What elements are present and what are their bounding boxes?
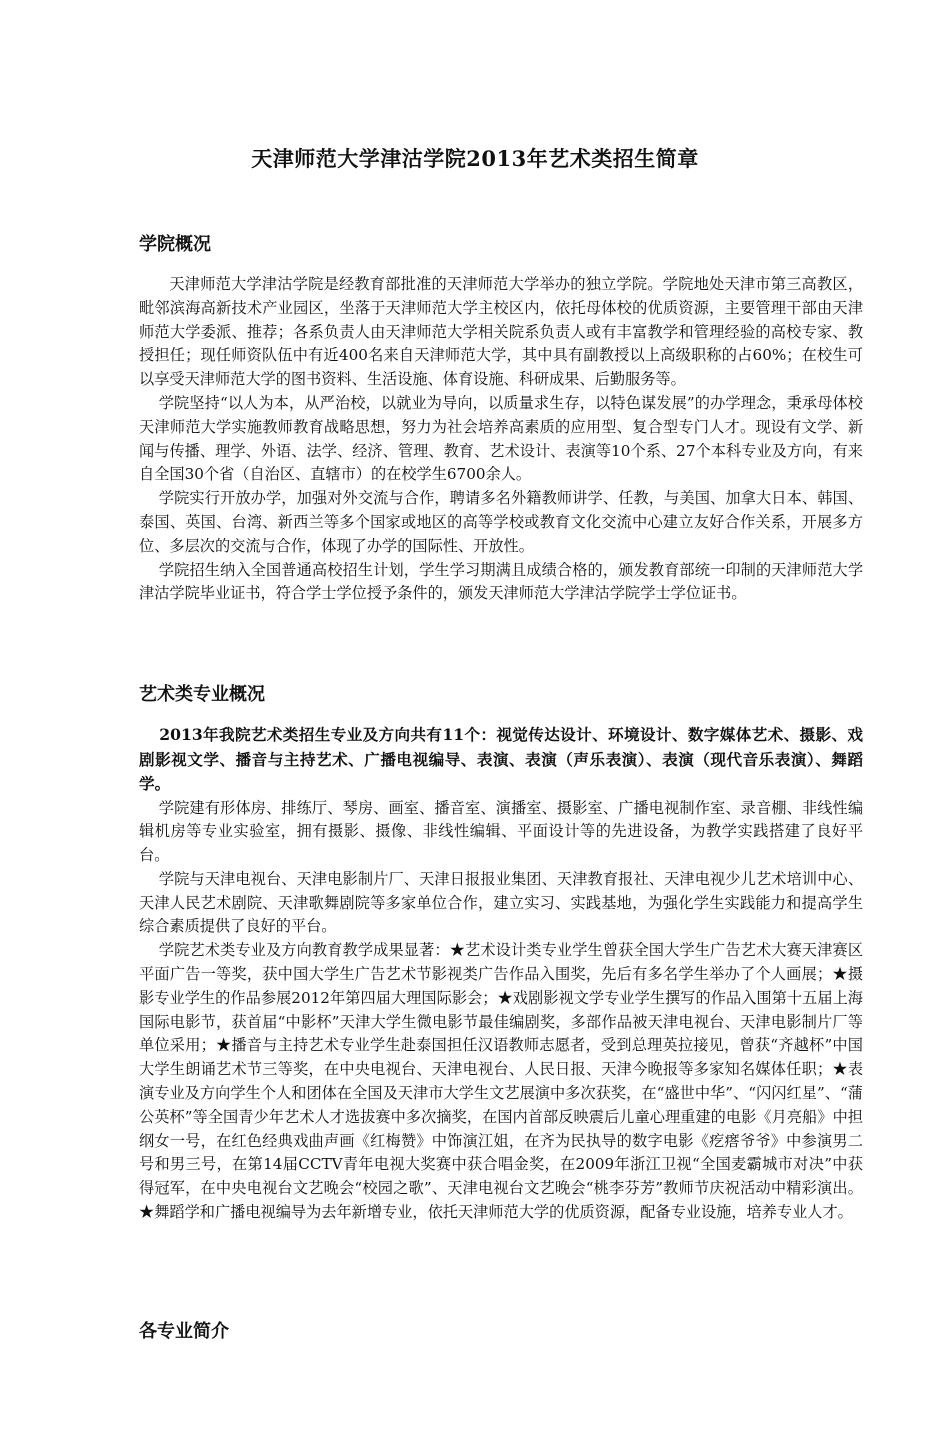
paragraph: 学院实行开放办学，加强对外交流与合作，聘请多名外籍教师讲学、任教，与美国、加拿大日本、韩国、泰国、英国、台湾、新西兰等多个国家或地区的高等学校或教育文化交流中心建立友好合作关系，开展多方位、多层次的交流与合作，体现了办学的国际性、开放性。: [139, 489, 863, 555]
paragraph: 学院建有形体房、排练厅、琴房、画室、播音室、演播室、摄影室、广播电视制作室、录音棚、非线性编辑机房等专业实验室，拥有摄影、摄像、非线性编辑、平面设计等的先进设备，为教学实践搭建了良好平台。: [139, 798, 863, 865]
section-heading-art-majors: 艺术类专业概况: [139, 684, 265, 705]
paragraph: 学院招生纳入全国普通高校招生计划，学生学习期满且成绩合格的，颁发教育部统一印制的天津师范大学津沽学院毕业证书，符合学士学位授予条件的，颁发天津师范大学津沽学院学士学位证书。: [139, 560, 863, 603]
art-majors-body: [139, 723, 863, 1225]
section-heading-college-overview: 学院概况: [139, 234, 211, 255]
paragraph: 学院与天津电视台、天津电影制片厂、天津日报报业集团、天津教育报社、天津电视少儿艺术培训中心、天津人民艺术剧院、天津歌舞剧院等多家单位合作，建立实习、实践基地，为强化学生实践能力和提高学生综合素质提供了良好的平台。: [139, 869, 863, 936]
section-heading-major-introductions: 各专业简介: [139, 1321, 229, 1342]
paragraph: 学院坚持“以人为本，从严治校，以就业为导向，以质量求生存，以特色谋发展”的办学理念，秉承母体校天津师范大学实施教师教育战略思想，努力为社会培养高素质的应用型、复合型专门人才。现设有文学、新闻与传播、理学、外语、法学、经济、管理、教育、艺术设计、表演等10个系、27个本科专业及方向，有来自全国30个省（自治区、直辖市）的在校学生6700余人。: [139, 393, 863, 484]
document-title: 天津师范大学津沽学院2013年艺术类招生简章: [251, 146, 699, 171]
paragraph: 学院艺术类专业及方向教育教学成果显著：★艺术设计类专业学生曾获全国大学生广告艺术大赛天津赛区平面广告一等奖，获中国大学生广告艺术节影视类广告作品入围奖，先后有多名学生举办了个人画展；★摄影专业学生的作品参展2012年第四届大理国际影会；★戏剧影视文学专业学生撰写的作品入围第十五届上海国际电影节，获首届“中影杯”天津大学生微电影节最佳编剧奖，多部作品被天津电视台、天津电影制片厂等单位采用；★播音与主持艺术专业学生赴泰国担任汉语教师志愿者，受到总理英拉接见，曾获“齐越杯”中国大学生朗诵艺术节三等奖，在中央电视台、天津电视台、人民日报、天津今晚报等多家知名媒体任职；★表演专业及方向学生个人和团体在全国及天津市大学生文艺展演中多次获奖，在“盛世中华”、“闪闪红星”、“蒲公英杯”等全国青少年艺术人才选拔赛中多次摘奖，在国内首部反映震后儿童心理重建的电影《月亮船》中担纲女一号，在红色经典戏曲声画《红梅赞》中饰演江姐，在齐为民执导的数字电影《疙瘩爷爷》中参演男二号和男三号，在第14届CCTV青年电视大奖赛中获合唱金奖，在2009年浙江卫视“全国麦霸城市对决”中获得冠军，在中央电视台文艺晚会“校园之歌”、天津电视台文艺晚会“桃李芬芳”教师节庆祝活动中精彩演出。★舞蹈学和广播电视编导为去年新增专业，依托天津师范大学的优质资源，配备专业设施，培养专业人才。: [139, 941, 863, 1222]
college-overview-body: [139, 273, 863, 606]
paragraph: 天津师范大学津沽学院是经教育部批准的天津师范大学举办的独立学院。学院地处天津市第三高教区，毗邻滨海高新技术产业园区，坐落于天津师范大学主校区内，依托母体校的优质资源，主要管理干部由天津师范大学委派、推荐；各系负责人由天津师范大学相关院系负责人或有丰富教学和管理经验的高校专家、教授担任；现任师资队伍中有近400名来自天津师范大学，其中具有副教授以上高级职称的占60%；在校生可以享受天津师范大学的图书资料、生活设施、体育设施、科研成果、后勤服务等。: [139, 275, 863, 389]
majors-list-paragraph: 2013年我院艺术类招生专业及方向共有11个：视觉传达设计、环境设计、数字媒体艺术、摄影、戏剧影视文学、播音与主持艺术、广播电视编导、表演、表演（声乐表演）、表演（现代音乐表演）、舞蹈学。: [139, 725, 863, 793]
